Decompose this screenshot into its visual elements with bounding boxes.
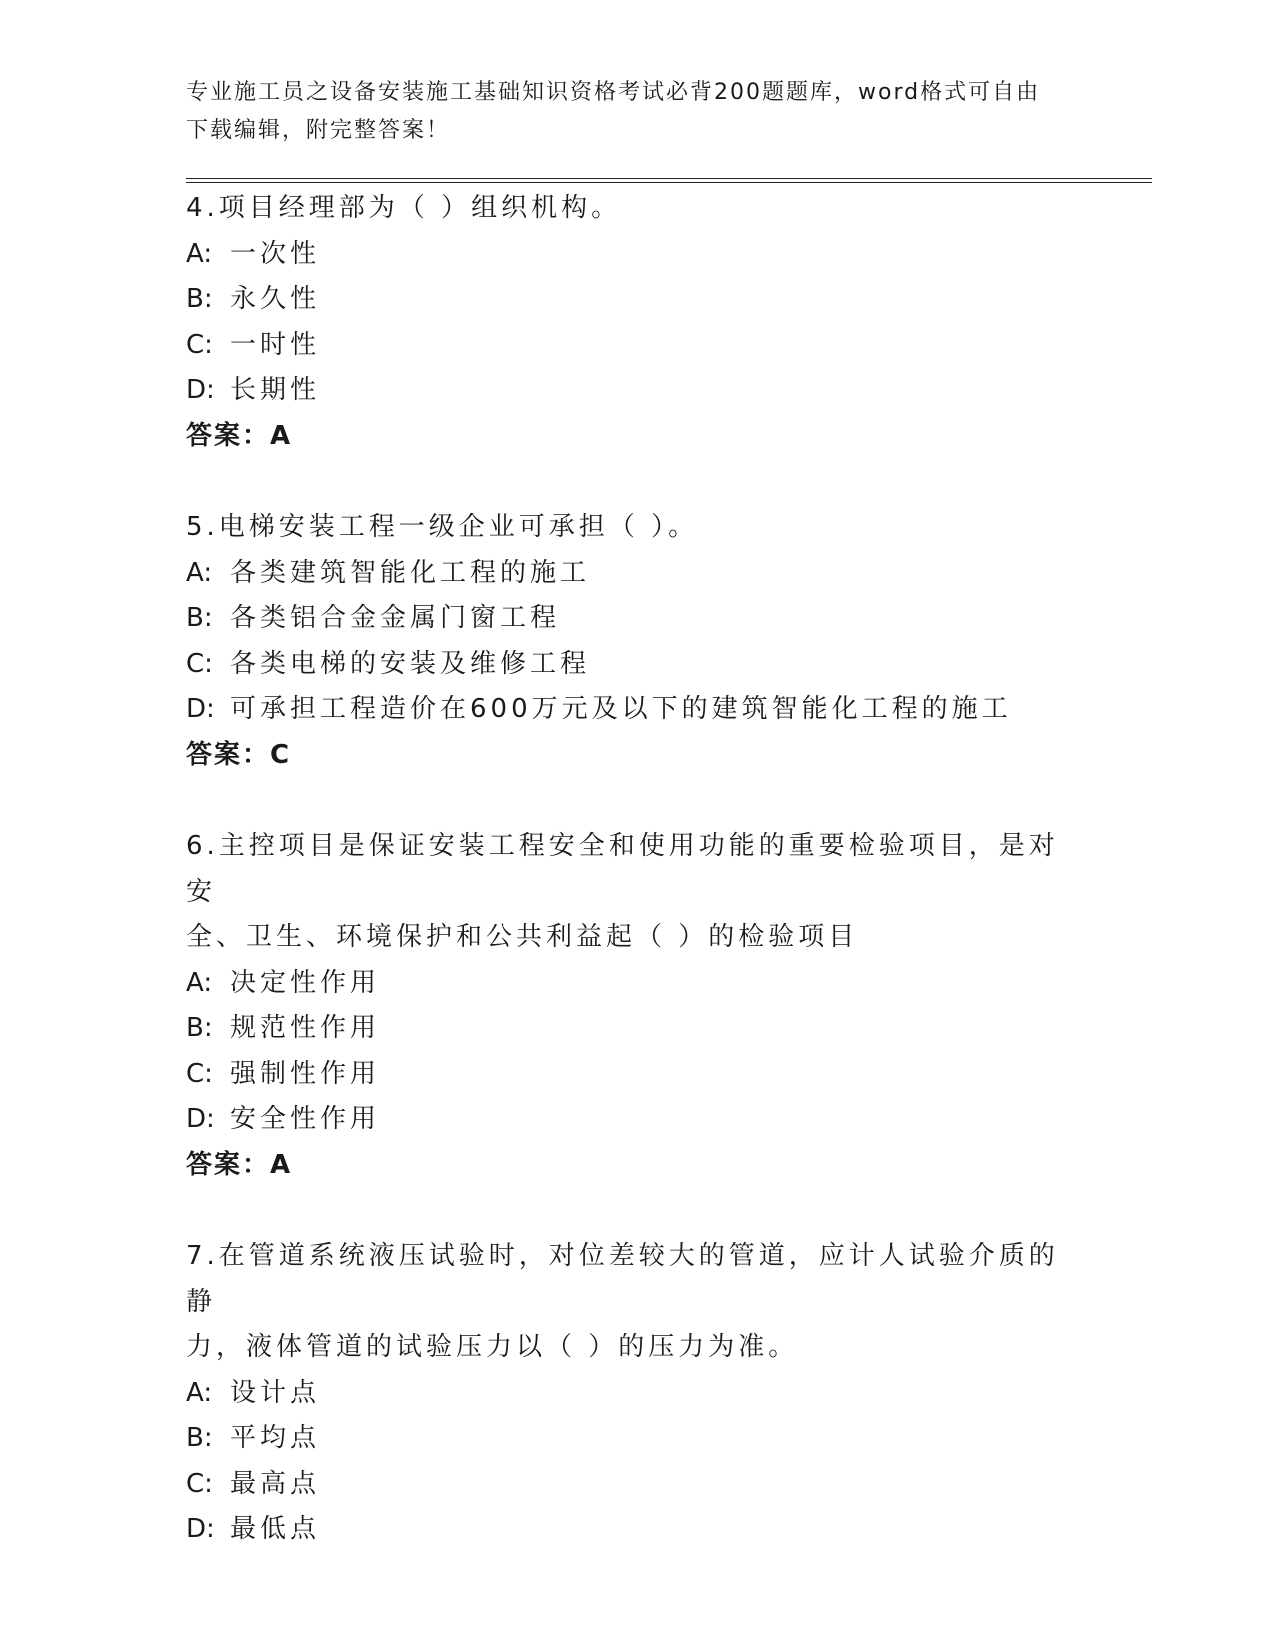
option-c — [186, 323, 1086, 369]
question-stem-line-2: 全、卫生、环境保护和公共利益起（ ）的检验项目 — [186, 922, 859, 952]
header-divider-bottom — [186, 182, 1152, 183]
answer-line: 答案：A — [186, 420, 293, 451]
question-stem: 5.电梯安装工程一级企业可承担（ ）。 — [186, 512, 699, 542]
option-letter: D: — [186, 1104, 215, 1134]
option-c — [186, 1462, 1086, 1508]
option-letter: A: — [186, 557, 213, 588]
option-text: 可承担工程造价在600万元及以下的建筑智能化工程的施工 — [230, 694, 1012, 724]
option-a — [186, 961, 1086, 1007]
question-item — [186, 1234, 1086, 1553]
option-b — [186, 277, 1086, 323]
header-divider-top — [186, 178, 1152, 179]
option-c — [186, 1052, 1086, 1098]
option-text: 最低点 — [230, 1514, 321, 1544]
question-item — [186, 824, 1086, 1188]
question-stem: 4.项目经理部为（ ）组织机构。 — [186, 193, 622, 223]
option-letter: B: — [186, 603, 213, 633]
option-letter: C: — [186, 1058, 213, 1089]
option-letter: B: — [186, 1013, 213, 1043]
option-letter: C: — [186, 1468, 213, 1499]
option-text: 决定性作用 — [230, 967, 381, 998]
answer-line: 答案：C — [186, 739, 292, 770]
option-a — [186, 1371, 1086, 1417]
option-a — [186, 551, 1086, 597]
option-letter: B: — [186, 284, 213, 314]
option-letter: D: — [186, 694, 215, 724]
option-text: 强制性作用 — [230, 1058, 381, 1089]
option-letter: C: — [186, 648, 213, 679]
option-d — [186, 1097, 1086, 1143]
option-b — [186, 596, 1086, 642]
option-b — [186, 1006, 1086, 1052]
option-text: 一时性 — [230, 329, 321, 360]
header-line-2: 下载编辑，附完整答案！ — [186, 118, 451, 143]
option-text: 规范性作用 — [230, 1013, 381, 1043]
option-text: 平均点 — [230, 1423, 321, 1453]
option-letter: D: — [186, 375, 215, 405]
option-text: 最高点 — [230, 1468, 321, 1499]
option-c — [186, 642, 1086, 688]
option-letter: B: — [186, 1423, 213, 1453]
question-item — [186, 505, 1086, 778]
question-item — [186, 186, 1086, 459]
header-line-1: 专业施工员之设备安装施工基础知识资格考试必背200题题库，word格式可自由 — [186, 80, 1041, 105]
question-list — [186, 186, 1086, 1599]
option-d — [186, 1507, 1086, 1553]
answer-line: 答案：A — [186, 1149, 293, 1180]
option-letter: A: — [186, 1377, 213, 1408]
question-stem-line-1: 7.在管道系统液压试验时，对位差较大的管道，应计人试验介质的静 — [186, 1241, 1059, 1317]
option-letter: A: — [186, 238, 213, 269]
option-text: 各类电梯的安装及维修工程 — [230, 648, 591, 679]
option-text: 各类建筑智能化工程的施工 — [230, 557, 591, 588]
option-a — [186, 232, 1086, 278]
option-text: 设计点 — [230, 1377, 321, 1408]
option-text: 长期性 — [230, 375, 321, 405]
document-header — [186, 74, 1066, 150]
option-letter: A: — [186, 967, 213, 998]
option-text: 各类铝合金金属门窗工程 — [230, 603, 561, 633]
option-letter: C: — [186, 329, 213, 360]
question-stem-line-2: 力，液体管道的试验压力以（ ）的压力为准。 — [186, 1332, 799, 1362]
option-d — [186, 368, 1086, 414]
option-b — [186, 1416, 1086, 1462]
option-text: 永久性 — [230, 284, 321, 314]
question-stem-line-1: 6.主控项目是保证安装工程安全和使用功能的重要检验项目，是对安 — [186, 831, 1059, 907]
option-text: 一次性 — [230, 238, 321, 269]
option-letter: D: — [186, 1514, 215, 1544]
option-d — [186, 687, 1086, 733]
option-text: 安全性作用 — [230, 1104, 381, 1134]
